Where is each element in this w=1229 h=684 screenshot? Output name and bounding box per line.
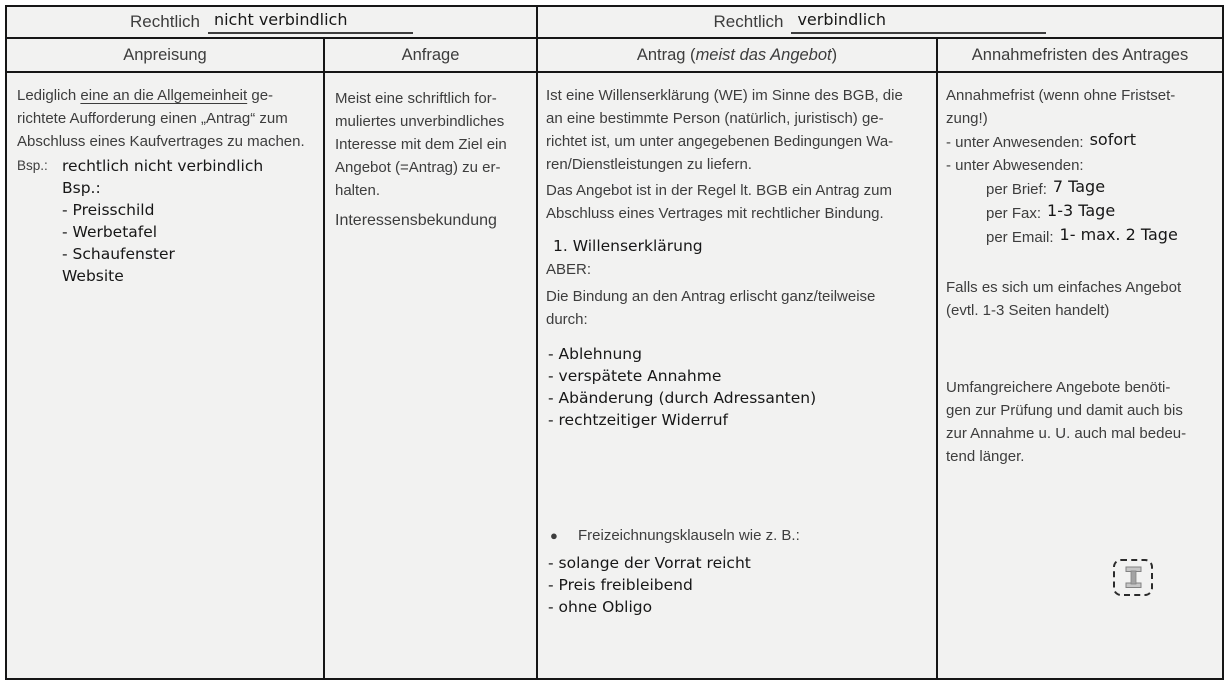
antrag-definition-1: Ist eine Willenserklärung (WE) im Sinne des BGB, die an eine bestimmte Person (natürlich, juristisch) ge- richtet ist, um unter angegebenen Bedingungen Wa- ren/Dienstleistungen zu liefern. xyxy=(546,87,903,173)
antrag-typed-list-erloeschen[interactable]: - Ablehnung - verspätete Annahme - Abänderung (durch Adressanten) - rechtzeitiger Widerruf xyxy=(548,345,817,429)
rechtlich-label-left: Rechtlich xyxy=(130,12,200,31)
definition-line-1-start: Lediglich xyxy=(17,87,81,104)
anwesende-label: - unter Anwesenden: xyxy=(946,134,1084,151)
bsp-label: Bsp.: xyxy=(17,158,48,173)
fax-row xyxy=(946,201,1216,225)
anpreisung-title: Anpreisung xyxy=(123,45,207,64)
antrag-title-italic: meist das Angebot xyxy=(695,45,832,64)
anfrage-title: Anfrage xyxy=(401,45,460,64)
fax-typed-answer[interactable]: 1-3 Tage xyxy=(1047,201,1116,220)
anfrage-note: Interessensbekundung xyxy=(335,212,497,229)
header-rechtlich-nicht-verbindlich xyxy=(7,7,538,39)
text-cursor-icon[interactable] xyxy=(1113,559,1153,596)
fill-in-blank-left xyxy=(208,10,413,34)
antrag-typed-heading[interactable]: 1. Willenserklärung xyxy=(553,237,703,255)
brief-label: per Brief: xyxy=(986,181,1047,198)
annahmefrist-intro: Annahmefrist (wenn ohne Fristset- zung!) xyxy=(946,87,1176,127)
anwesende-row xyxy=(946,130,1216,154)
antrag-title xyxy=(637,46,837,65)
bsp-section xyxy=(17,155,317,287)
definition-underlined-phrase: eine an die Allgemeinheit xyxy=(80,87,248,104)
anwesende-typed-answer[interactable]: sofort xyxy=(1089,130,1136,149)
antrag-definition-2: Das Angebot ist in der Regel lt. BGB ein Antrag zum Abschluss eines Vertrages mit rechtlicher Bindung. xyxy=(546,182,893,222)
antrag-title-suffix: ) xyxy=(831,45,838,64)
column-header-anpreisung xyxy=(7,39,325,73)
anpreisung-typed-answers[interactable]: rechtlich nicht verbindlich Bsp.: - Preisschild - Werbetafel - Schaufenster Website xyxy=(62,157,264,285)
anfrage-cell xyxy=(325,73,538,678)
antrag-cell xyxy=(538,73,938,678)
definition-line-3: Abschluss eines Kaufvertrages zu machen. xyxy=(17,133,305,150)
definition-line-2: richtete Aufforderung einen „Antrag“ zum xyxy=(17,110,288,127)
ibeam-glyph xyxy=(1125,566,1142,589)
definition-line-1-end: ge- xyxy=(247,87,274,104)
annahmefristen-title: Annahmefristen des Antrages xyxy=(971,45,1189,64)
definition-line-1 xyxy=(17,84,317,107)
anpreisung-definition xyxy=(17,84,317,153)
header-rechtlich-verbindlich xyxy=(538,7,1222,39)
column-header-antrag xyxy=(538,39,938,73)
abwesende-label: - unter Abwesenden: xyxy=(946,157,1084,174)
antrag-title-prefix: Antrag ( xyxy=(636,45,696,64)
fax-label: per Fax: xyxy=(986,205,1042,222)
typed-answer-nicht-verbindlich[interactable]: nicht verbindlich xyxy=(213,10,348,29)
email-typed-answer[interactable]: 1- max. 2 Tage xyxy=(1059,225,1178,244)
worksheet-table xyxy=(5,5,1224,680)
freizeichnungsklauseln-row xyxy=(546,524,928,547)
brief-row xyxy=(946,177,1216,201)
freizeichnungsklauseln-label: Freizeichnungsklauseln wie z. B.: xyxy=(578,527,800,544)
bindung-erlischt-text: Die Bindung an den Antrag erlischt ganz/teilweise durch: xyxy=(546,288,876,328)
brief-typed-answer[interactable]: 7 Tage xyxy=(1052,177,1106,196)
einfaches-angebot-text: Falls es sich um einfaches Angebot (evtl. 1-3 Seiten handelt) xyxy=(946,279,1182,319)
typed-answer-verbindlich[interactable]: verbindlich xyxy=(797,10,887,29)
column-header-annahmefristen xyxy=(938,39,1222,73)
aber-label: ABER: xyxy=(546,261,592,278)
column-header-anfrage xyxy=(325,39,538,73)
fill-in-blank-right xyxy=(791,10,1046,34)
antrag-typed-list-klauseln[interactable]: - solange der Vorrat reicht - Preis freibleibend - ohne Obligo xyxy=(548,554,751,616)
email-row xyxy=(946,225,1216,249)
anfrage-definition: Meist eine schriftlich for- muliertes unverbindliches Interesse mit dem Ziel ein Angebot (=Antrag) zu er- halten. xyxy=(335,90,507,199)
umfangreichere-angebote-text: Umfangreichere Angebote benöti- gen zur Prüfung und damit auch bis zur Annahme u. U. auch mal bedeu- tend länger. xyxy=(946,379,1187,465)
anpreisung-cell xyxy=(7,73,325,678)
annahmefristen-cell xyxy=(938,73,1222,678)
bullet-icon: ● xyxy=(550,528,558,543)
email-label: per Email: xyxy=(986,229,1054,246)
rechtlich-label-right: Rechtlich xyxy=(713,12,784,31)
